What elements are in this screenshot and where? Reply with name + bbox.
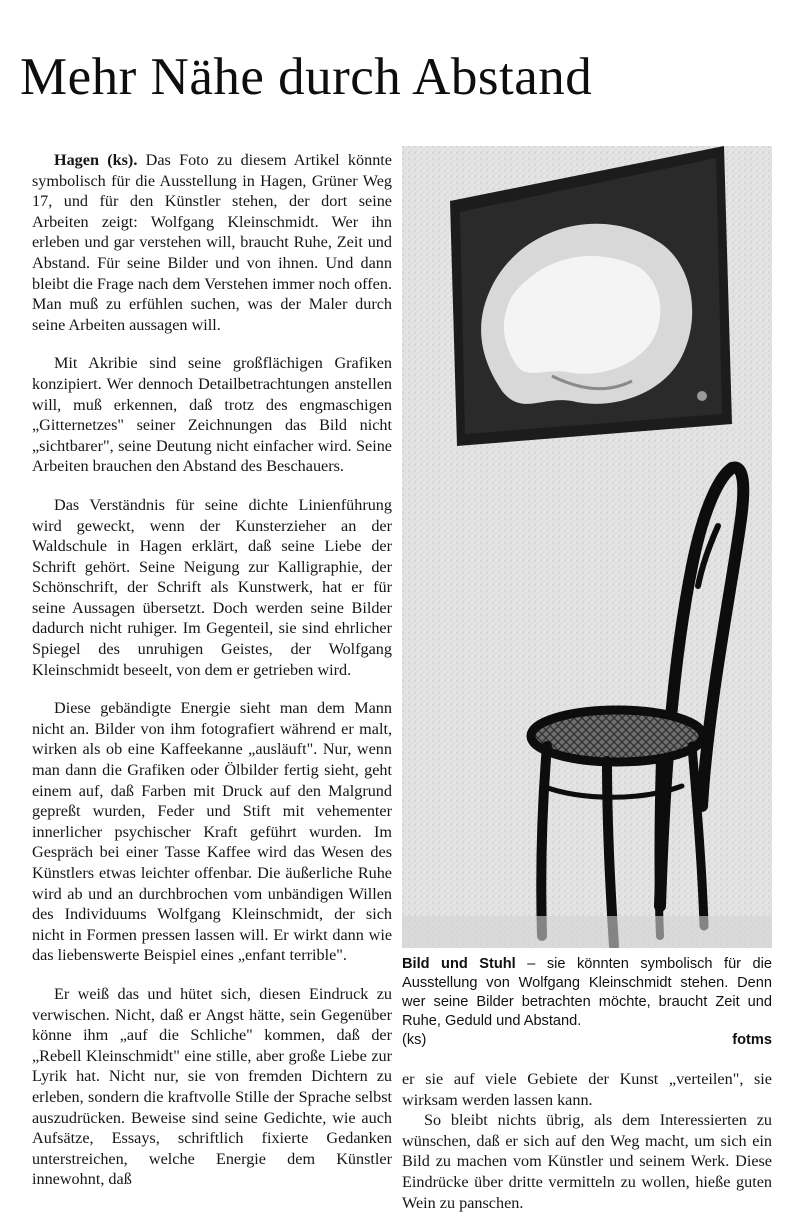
article-paragraph [32, 150, 392, 335]
headline: Mehr Nähe durch Abstand [20, 47, 593, 106]
photo-credit: fotms [732, 1032, 772, 1048]
dateline: Hagen (ks). [54, 151, 138, 169]
article-paragraph [32, 353, 392, 477]
article-photo [402, 146, 772, 948]
paragraph-text: Er weiß das und hütet sich, diesen Eindruck zu verwischen. Nicht, daß er Angst hätte, sein Gegenüber könne ihm „auf die Schliche" kommen, daß der „Rebell Kleinschmidt" eine stille, aber große Liebe zur Lyrik hat. Nicht nur, sie von fremden Dichtern zu erleben, sondern die kraftvolle Stille der Sprache selbst auszudrücken. Beweise sind seine Gedichte, wie auch Aufsätze, Essays, schriftlich fixierte Gedanken unterstreichen, welche Energie dem Künstler innewohnt, daß [32, 984, 392, 1189]
article-column-right [402, 1069, 772, 1213]
caption-signature: (ks) [402, 1032, 427, 1048]
article-paragraph [32, 698, 392, 966]
caption-label: Bild und Stuhl [402, 956, 516, 972]
article-paragraph [32, 984, 392, 1190]
photo-painting-and-chair-icon [402, 146, 772, 948]
article-paragraph: So bleibt nichts übrig, als dem Interessierten zu wünschen, daß er sich auf den Weg macht, um sich ein Bild zu machen vom Künstler und seinem Werk. Diese Eindrücke über dritte vermitteln zu wollen, hieße guten Wein zu panschen. [402, 1111, 772, 1212]
paragraph-text: Das Verständnis für seine dichte Linienführung wird geweckt, wenn der Kunsterzieher an der Waldschule in Hagen erklärt, daß seine Liebe der Schrift gehört. Seine Neigung zur Kalligraphie, der Schönschrift, der Schrift als Kunstwerk, hat er für seine Aussagen übersetzt. Doch werden seine Bilder dadurch nicht ruhiger. Im Gegenteil, sie sind ehrlicher Spiegel des unruhigen Geistes, der Wolfgang Kleinschmidt beseelt, von dem er getrieben wird. [32, 495, 392, 679]
caption-signature-line [402, 1031, 772, 1050]
paragraph-text: Diese gebändigte Energie sieht man dem Mann nicht an. Bilder von ihm fotografiert während er malt, wirken als ob eine Kaffeekanne „ausläuft". Nur, wenn man dann die Grafiken oder Ölbilder fertig sieht, geht einem auf, daß Farben mit Druck auf den Malgrund gepreßt wurden, Feder und Stift mit vehementer innerlicher psychischer Kraft geführt wurden. Im Gespräch bei einer Tasse Kaffee wird das Wesen des Künstlers etwas leichter offenbar. Die äußerliche Ruhe wird ab und an durchbrochen vom unbändigen Willen des Individuums Wolfgang Kleinschmidt, der sich nicht in Formen pressen lassen will. Er wirkt dann wie das liebenswerte Beispiel eines „enfant terrible". [32, 699, 392, 965]
caption-text: – sie könnten symbolisch für die Ausstellung von Wolfgang Kleinschmidt stehen. Denn wer seine Bilder betrachten möchte, braucht Zeit und Ruhe, Geduld und Abstand. [402, 956, 772, 1029]
photo-caption [402, 955, 772, 1050]
paragraph-text: Mit Akribie sind seine großflächigen Grafiken konzipiert. Wer dennoch Detailbetrachtungen anstellen will, muß erkennen, daß trotz des engmaschigen „Gitternetzes" seiner Zeichnungen das Bild nicht „sichtbarer", seine Deutung nicht einfacher wird. Seine Arbeiten brauchen den Abstand des Beschauers. [32, 354, 392, 476]
article-paragraph: er sie auf viele Gebiete der Kunst „verteilen", sie wirksam werden lassen kann. [402, 1070, 772, 1109]
article-paragraph [32, 495, 392, 680]
article-column-left [32, 150, 392, 1190]
paragraph-text: Das Foto zu diesem Artikel könnte symbolisch für die Ausstellung in Hagen, Grüner Weg 17, und für den Künstler stehen, der dort seine Arbeiten zeigt: Wolfgang Kleinschmidt. Wer ihn erleben und gar verstehen will, braucht Ruhe, Zeit und Abstand. Für seine Bilder und von ihnen. Und dann bleibt die Frage nach dem Verstehen immer noch offen. Man muß zu erfühlen suchen, was der Maler durch seine Arbeiten aussagen will. [32, 151, 392, 334]
